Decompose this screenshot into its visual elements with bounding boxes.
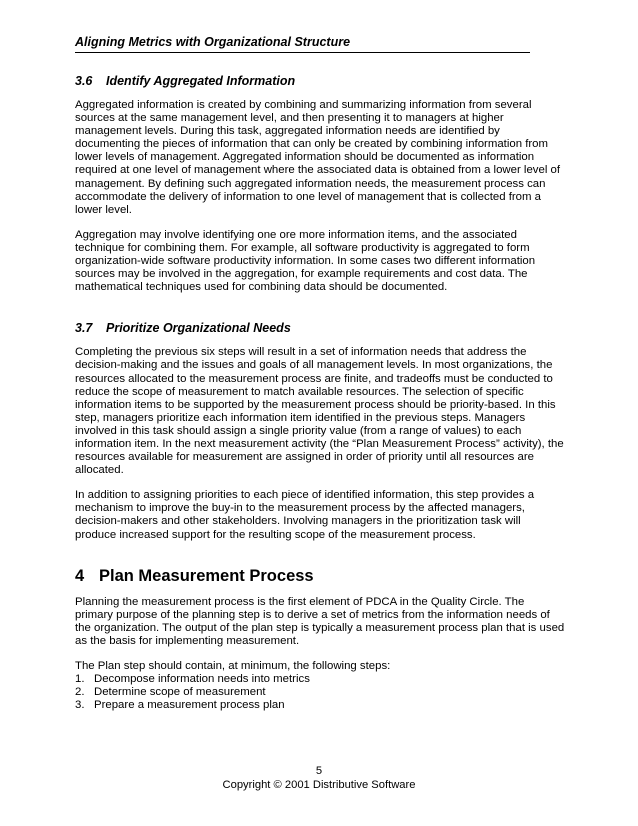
- chapter-number: 4: [75, 566, 85, 585]
- paragraph: Completing the previous six steps will result in a set of information needs that address the decision-making and the issues and goals of all management levels. In most organizations, the resources allocated to the measurement process are finite, and tradeoffs must be conducted to reduce the scope of measurement to match available resources. The selection of specific information items to be supported by the measurement process should be priority-based. In this step, managers prioritize each information item identified in the previous steps. Managers involved in this task should assign a single priority value (from a range of values) to each information item. In the next measurement activity (the “Plan Measurement Process” activity), the resources available for measurement are assigned in order of priority until all resources are allocated.: [75, 346, 564, 477]
- section-title: Identify Aggregated Information: [106, 74, 296, 88]
- list-item: [75, 673, 565, 686]
- list-item-number: 3.: [75, 699, 85, 712]
- section-heading-3-7: [75, 320, 565, 336]
- list-item-text: Prepare a measurement process plan: [94, 699, 285, 712]
- paragraph: Planning the measurement process is the first element of PDCA in the Quality Circle. The primary purpose of the planning step is to derive a set of metrics from the information needs of the organization. The output of the plan step is typically a measurement process plan that is used as the basis for implementing measurement.: [75, 595, 565, 647]
- paragraph: Aggregation may involve identifying one ore more information items, and the associated technique for combining them. For example, all software productivity is aggregated to form organization-wide software productivity information. In some cases two different information sources may be involved in the aggregation, for example requirements and cost data. The mathematical techniques used for combining data should be documented.: [75, 228, 536, 294]
- chapter-heading: [75, 566, 565, 586]
- section-heading-3-6: [75, 73, 565, 89]
- list-item-number: 2.: [75, 686, 85, 699]
- section-number: 3.7: [75, 321, 93, 336]
- running-header: Aligning Metrics with Organizational Structure: [75, 35, 530, 53]
- section-title: Prioritize Organizational Needs: [106, 321, 291, 336]
- list-item-number: 1.: [75, 673, 85, 686]
- paragraph: The Plan step should contain, at minimum, the following steps:: [75, 660, 391, 672]
- paragraph: Aggregated information is created by combining and summarizing information from several sources at the same management level, and then presenting it to managers at higher management levels. During this task, aggregated information needs are identified by documenting the pieces of information that can only be created by combining information from lower levels of management. Aggregated information should be documented as information required at one level of management where the associated data is obtained from a lower level of management. By defining such aggregated information needs, the measurement process can accommodate the delivery of information to one level of management that is collected from a lower level.: [75, 99, 561, 216]
- page-content: [75, 73, 565, 712]
- list-item: [75, 699, 565, 712]
- list-item-text: Determine scope of measurement: [94, 686, 266, 699]
- page-number: 5: [315, 765, 323, 777]
- list-item-text: Decompose information needs into metrics: [94, 673, 310, 686]
- paragraph: In addition to assigning priorities to each piece of identified information, this step provides a mechanism to improve the buy-in to the measurement process by the affected managers, decision-makers and other stakeholders. Involving managers in the prioritization task will produce increased support for the resulting scope of the measurement process.: [75, 489, 535, 541]
- chapter-title: Plan Measurement Process: [99, 566, 314, 585]
- list-item: [75, 686, 565, 699]
- steps-list: [75, 673, 565, 712]
- copyright-notice: Copyright © 2001 Distributive Software: [222, 779, 416, 791]
- section-number: 3.6: [75, 74, 93, 88]
